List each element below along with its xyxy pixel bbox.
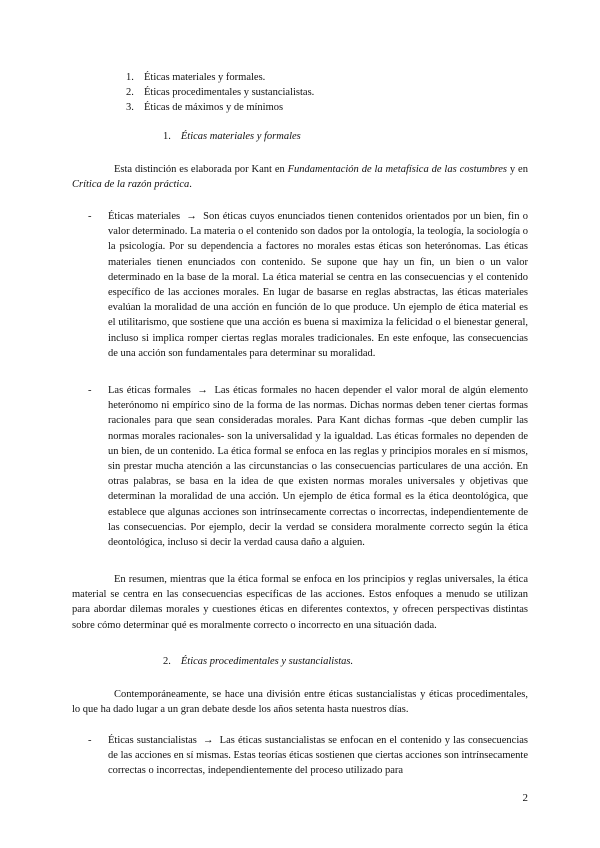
bullet-text bbox=[108, 733, 528, 779]
work-title: Crítica de la razón práctica bbox=[72, 179, 190, 191]
intro-text: y en bbox=[507, 164, 528, 175]
work-title: Fundamentación de la metafísica de las costumbres bbox=[287, 164, 508, 175]
topic-list bbox=[126, 70, 314, 115]
bullet-formal-ethics bbox=[88, 383, 528, 550]
bullet-term: Éticas sustancialistas bbox=[108, 735, 197, 746]
intro-text: . bbox=[189, 179, 192, 191]
bullet-dash: - bbox=[88, 385, 92, 396]
bullet-dash: - bbox=[88, 735, 92, 746]
list-number: 2. bbox=[126, 87, 134, 98]
intro-paragraph bbox=[72, 162, 528, 192]
bullet-dash: - bbox=[88, 211, 92, 222]
section-number: 2. bbox=[163, 656, 171, 667]
section-heading-2 bbox=[163, 656, 353, 667]
section-title: Éticas materiales y formales bbox=[180, 131, 301, 142]
arrow-icon: → bbox=[197, 385, 208, 396]
list-text: Éticas materiales y formales. bbox=[144, 72, 266, 83]
list-text: Éticas procedimentales y sustancialistas. bbox=[144, 87, 315, 98]
bullet-body: Son éticas cuyos enunciados tienen contenidos orientados por un bien, fin o valor determinado. La materia o el contenido son dados por la ontología, la teología, la sociología o la psicología. Por su dependencia a factores no morales estas éticas son heterónomas. Las éticas materiales tienen enunciados con contenido. Se supone que hay un fin, un bien o un valor determinado en la base de la moral. La ética material se centra en las consecuencias y el contenido específico de las acciones morales. En lugar de basarse en reglas abstractas, las éticas materiales evalúan la moralidad de una acción en función de lo que produce. Un ejemplo de ética material es el utilitarismo, que sostiene que una acción es buena si maximiza la felicidad o el bienestar general, incluso si implica romper ciertas reglas morales tradicionales. En este enfoque, las consecuencias de una acción son fundamentales para determinar su moralidad. bbox=[108, 211, 528, 359]
summary-paragraph: En resumen, mientras que la ética formal se enfoca en los principios y reglas universales, la ética material se centra en las consecuencias específicas de las acciones. Estos enfoques a menudo se utilizan para abordar dilemas morales y cuestiones éticas en diferentes contextos, y ofrecen perspectivas distintas sobre cómo determinar qué es moralmente correcto o incorrecto en una situación dada. bbox=[72, 574, 528, 631]
bullet-body: Las éticas formales no hacen depender el valor moral de algún elemento heterónomo ni empírico sino de la forma de las normas. Dichas normas deben tener ciertas formas racionales para que sean consideradas morales. Para Kant dichas formas -que deben cumplir las normas morales racionales- son la universalidad y la igualdad. Las éticas formales no dependen de un bien, de un contenido. La ética formal se enfoca en las reglas y principios morales en sí mismos, sin prestar mucha atención a las circunstancias o las consecuencias particulares de una acción. En otras palabras, se basa en la idea de que existen normas morales universales y objetivas que determinan la moralidad de una acción. Un ejemplo de ética formal es la ética deontológica, que establece que algunas acciones son intrínsecamente correctas o incorrectas, independientemente de las consecuencias. Por ejemplo, decir la verdad se considera moralmente correcto según la ética deontológica, incluso si decir la verdad causa daño a alguien. bbox=[108, 385, 529, 549]
bullet-body: Las éticas sustancialistas se enfocan en el contenido y las consecuencias de las acciones en sí mismas. Estas teorías éticas sostienen que ciertas acciones son intrínsecamente correctas o incorrectas, independientemente del proceso utilizado para bbox=[108, 735, 529, 777]
contemporary-paragraph: Contemporáneamente, se hace una división entre éticas sustancialistas y éticas procedimentales, lo que ha dado lugar a un gran debate desde los años setenta hasta nuestros días. bbox=[72, 689, 528, 716]
bullet-material-ethics bbox=[88, 209, 528, 361]
list-number: 1. bbox=[126, 72, 134, 83]
section-title: Éticas procedimentales y sustancialistas. bbox=[180, 656, 354, 667]
section-number: 1. bbox=[163, 131, 171, 142]
list-item bbox=[126, 85, 314, 100]
list-item bbox=[126, 70, 314, 85]
list-item bbox=[126, 100, 314, 115]
section-heading-1 bbox=[163, 131, 301, 142]
intro-text: Esta distinción es elaborada por Kant en bbox=[114, 164, 288, 175]
bullet-term: Las éticas formales bbox=[108, 385, 191, 396]
bullet-text bbox=[108, 209, 528, 361]
page-number: 2 bbox=[522, 792, 528, 804]
list-number: 3. bbox=[126, 102, 134, 113]
bullet-text bbox=[108, 383, 528, 550]
arrow-icon: → bbox=[203, 735, 214, 746]
list-text: Éticas de máximos y de mínimos bbox=[144, 102, 284, 113]
bullet-term: Éticas materiales bbox=[108, 211, 181, 222]
arrow-icon: → bbox=[186, 211, 197, 222]
bullet-substantialist-ethics bbox=[88, 733, 528, 779]
